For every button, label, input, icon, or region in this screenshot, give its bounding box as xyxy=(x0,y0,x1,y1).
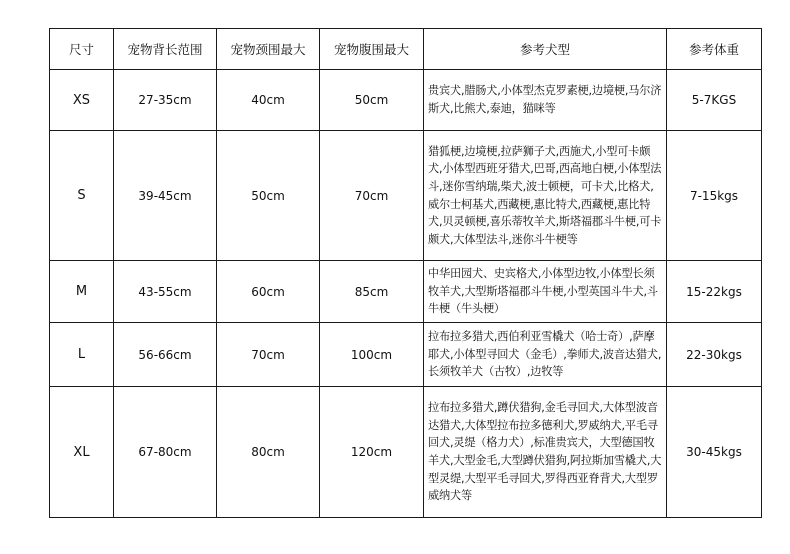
neck-max-cell: 80cm xyxy=(217,387,320,518)
header-belly-max: 宠物腹围最大 xyxy=(320,29,424,70)
header-weight: 参考体重 xyxy=(667,29,762,70)
belly-max-cell: 70cm xyxy=(320,131,424,261)
breeds-cell: 贵宾犬,腊肠犬,小体型杰克罗素梗,边境梗,马尔济斯犬,比熊犬,泰迪，猫咪等 xyxy=(424,70,667,131)
neck-max-cell: 60cm xyxy=(217,261,320,323)
belly-max-cell: 120cm xyxy=(320,387,424,518)
back-length-cell: 43-55cm xyxy=(114,261,217,323)
header-size: 尺寸 xyxy=(50,29,114,70)
weight-cell: 5-7KGS xyxy=(667,70,762,131)
weight-cell: 22-30kgs xyxy=(667,323,762,387)
weight-cell: 15-22kgs xyxy=(667,261,762,323)
size-cell: XL xyxy=(50,387,114,518)
belly-max-cell: 100cm xyxy=(320,323,424,387)
breeds-cell: 猎狐梗,边境梗,拉萨狮子犬,西施犬,小型可卡颇犬,小体型西班牙猎犬,巴哥,西高地白梗,小体型法斗,迷你雪纳瑞,柴犬,波士顿梗，可卡犬,比格犬,威尔士柯基犬,西藏梗,惠比特犬,西藏梗,惠比特犬,贝灵顿梗,喜乐蒂牧羊犬,斯塔福郡斗牛梗,可卡颇犬,大体型法斗,迷你斗牛梗等 xyxy=(424,131,667,261)
header-neck-max: 宠物颈围最大 xyxy=(217,29,320,70)
belly-max-cell: 85cm xyxy=(320,261,424,323)
size-cell: M xyxy=(50,261,114,323)
table-row xyxy=(50,70,762,131)
size-chart-table xyxy=(49,28,762,518)
back-length-cell: 27-35cm xyxy=(114,70,217,131)
breeds-cell: 拉布拉多猎犬,蹲伏猎狗,金毛寻回犬,大体型波音达猎犬,大体型拉布拉多德利犬,罗威纳犬,平毛寻回犬,灵缇（格力犬）,标准贵宾犬，大型德国牧羊犬,大型金毛,大型蹲伏猎狗,阿拉斯加雪橇犬,大型灵缇,大型平毛寻回犬,罗得西亚脊背犬,大型罗威纳犬等 xyxy=(424,387,667,518)
weight-cell: 30-45kgs xyxy=(667,387,762,518)
breeds-cell: 中华田园犬、史宾格犬,小体型边牧,小体型长须牧羊犬,大型斯塔福郡斗牛梗,小型英国斗牛犬,斗牛梗（牛头梗） xyxy=(424,261,667,323)
neck-max-cell: 70cm xyxy=(217,323,320,387)
neck-max-cell: 50cm xyxy=(217,131,320,261)
size-cell: L xyxy=(50,323,114,387)
header-back-length: 宠物背长范围 xyxy=(114,29,217,70)
back-length-cell: 56-66cm xyxy=(114,323,217,387)
weight-cell: 7-15kgs xyxy=(667,131,762,261)
header-row xyxy=(50,29,762,70)
breeds-cell: 拉布拉多猎犬,西伯利亚雪橇犬（哈士奇）,萨摩耶犬,小体型寻回犬（金毛）,拳师犬,波音达猎犬,长须牧羊犬（古牧）,边牧等 xyxy=(424,323,667,387)
size-cell: S xyxy=(50,131,114,261)
back-length-cell: 39-45cm xyxy=(114,131,217,261)
table-row xyxy=(50,387,762,518)
belly-max-cell: 50cm xyxy=(320,70,424,131)
size-cell: XS xyxy=(50,70,114,131)
table-row xyxy=(50,131,762,261)
back-length-cell: 67-80cm xyxy=(114,387,217,518)
table-row xyxy=(50,323,762,387)
table-row xyxy=(50,261,762,323)
header-breeds: 参考犬型 xyxy=(424,29,667,70)
neck-max-cell: 40cm xyxy=(217,70,320,131)
